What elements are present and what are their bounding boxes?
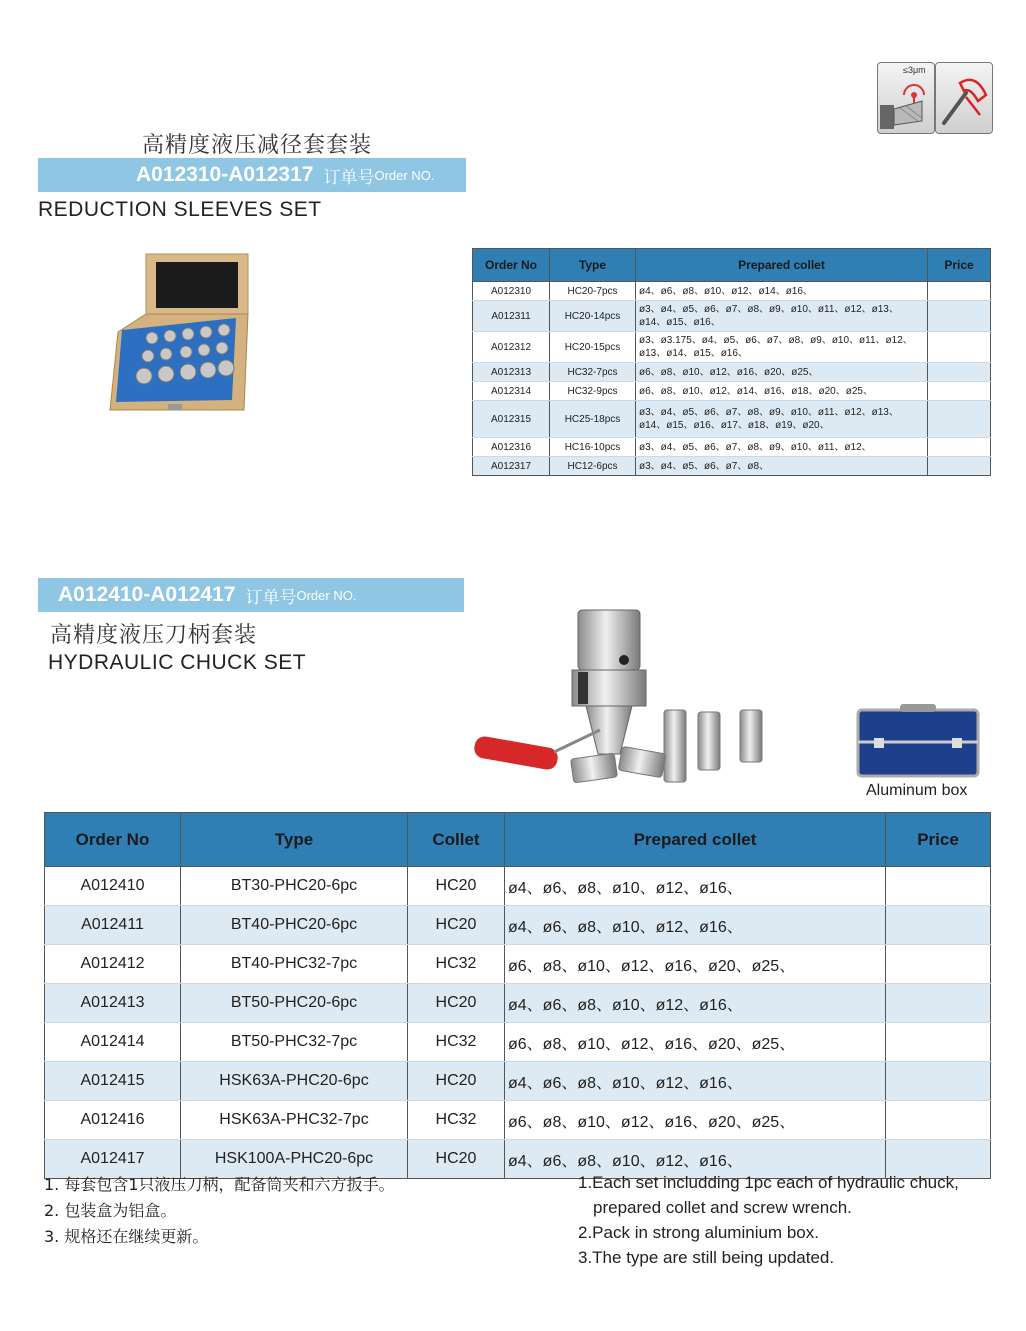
hydraulic-chuck-image bbox=[470, 604, 780, 795]
reduction-sleeves-table bbox=[472, 248, 991, 476]
cell-order: A012310 bbox=[473, 282, 550, 301]
cell-order: A012410 bbox=[45, 867, 181, 906]
table-row bbox=[45, 945, 991, 984]
cell-type: HC12-6pcs bbox=[550, 457, 636, 476]
hydraulic-chuck-table bbox=[44, 812, 991, 1179]
aluminum-box-caption: Aluminum box bbox=[866, 782, 968, 799]
cell-order: A012311 bbox=[473, 301, 550, 332]
cell-type: HC16-10pcs bbox=[550, 438, 636, 457]
cell-type: HC20-15pcs bbox=[550, 332, 636, 363]
cell-type: BT50-PHC20-6pc bbox=[181, 984, 408, 1023]
wrench-icon bbox=[935, 62, 993, 134]
cell-collet: HC32 bbox=[408, 1023, 505, 1062]
table-row bbox=[45, 867, 991, 906]
cell-order: A012411 bbox=[45, 906, 181, 945]
section2-order-label-en: Order NO. bbox=[296, 587, 357, 603]
cell-price bbox=[886, 1101, 991, 1140]
cell-collet: ø3、ø3.175、ø4、ø5、ø6、ø7、ø8、ø9、ø10、ø11、ø12、ø13、ø14、ø15、ø16、 bbox=[636, 332, 928, 363]
cell-collet: ø3、ø4、ø5、ø6、ø7、ø8、 bbox=[636, 457, 928, 476]
cell-collet: HC20 bbox=[408, 867, 505, 906]
section2-en-title: HYDRAULIC CHUCK SET bbox=[48, 651, 307, 674]
col-type: Type bbox=[550, 249, 636, 282]
col-prepared-collet: Prepared collet bbox=[505, 813, 886, 867]
cell-price bbox=[928, 301, 991, 332]
cell-price bbox=[886, 1062, 991, 1101]
cell-collet: ø3、ø4、ø5、ø6、ø7、ø8、ø9、ø10、ø11、ø12、 bbox=[636, 438, 928, 457]
note-cn-1: 1. 每套包含1只液压刀柄，配备筒夹和六方扳手。 bbox=[44, 1175, 395, 1194]
cell-prepared: ø4、ø6、ø8、ø10、ø12、ø16、 bbox=[505, 1140, 886, 1179]
cell-price bbox=[928, 401, 991, 438]
col-type: Type bbox=[181, 813, 408, 867]
cell-type: HC32-9pcs bbox=[550, 382, 636, 401]
cell-type: HC20-14pcs bbox=[550, 301, 636, 332]
cell-price bbox=[886, 867, 991, 906]
cell-type: HC20-7pcs bbox=[550, 282, 636, 301]
notes-chinese bbox=[44, 1172, 395, 1250]
cell-order: A012316 bbox=[473, 438, 550, 457]
cell-type: BT40-PHC32-7pc bbox=[181, 945, 408, 984]
table-row bbox=[473, 401, 991, 438]
cell-price bbox=[886, 906, 991, 945]
precision-label: ≤3μm bbox=[903, 65, 926, 75]
table-row bbox=[473, 301, 991, 332]
section1-en-title: REDUCTION SLEEVES SET bbox=[38, 198, 322, 221]
cell-collet: ø6、ø8、ø10、ø12、ø14、ø16、ø18、ø20、ø25、 bbox=[636, 382, 928, 401]
cell-price bbox=[928, 382, 991, 401]
cell-type: BT40-PHC20-6pc bbox=[181, 906, 408, 945]
cell-price bbox=[886, 984, 991, 1023]
cell-type: HC32-7pcs bbox=[550, 363, 636, 382]
table-row bbox=[45, 1062, 991, 1101]
cell-prepared: ø6、ø8、ø10、ø12、ø16、ø20、ø25、 bbox=[505, 945, 886, 984]
cell-order: A012315 bbox=[473, 401, 550, 438]
cell-collet: HC20 bbox=[408, 906, 505, 945]
note-en-3: 3.The type are still being updated. bbox=[578, 1248, 835, 1267]
cell-price bbox=[928, 457, 991, 476]
cell-order: A012415 bbox=[45, 1062, 181, 1101]
table-row bbox=[473, 282, 991, 301]
aluminum-box-image bbox=[856, 702, 980, 785]
section2-order-band bbox=[38, 578, 464, 612]
cell-collet: HC20 bbox=[408, 1140, 505, 1179]
cell-order: A012414 bbox=[45, 1023, 181, 1062]
cell-collet: HC32 bbox=[408, 1101, 505, 1140]
table-header-row bbox=[473, 249, 991, 282]
cell-order: A012317 bbox=[473, 457, 550, 476]
cell-prepared: ø4、ø6、ø8、ø10、ø12、ø16、 bbox=[505, 984, 886, 1023]
cell-prepared: ø4、ø6、ø8、ø10、ø12、ø16、 bbox=[505, 1062, 886, 1101]
cell-prepared: ø4、ø6、ø8、ø10、ø12、ø16、 bbox=[505, 906, 886, 945]
cell-type: BT50-PHC32-7pc bbox=[181, 1023, 408, 1062]
table-row bbox=[45, 1023, 991, 1062]
cell-order: A012416 bbox=[45, 1101, 181, 1140]
section1-order-label-cn: 订单号 bbox=[323, 167, 375, 188]
table-row bbox=[45, 1101, 991, 1140]
cell-type: HSK63A-PHC32-7pc bbox=[181, 1101, 408, 1140]
table-row bbox=[45, 984, 991, 1023]
cell-collet: HC20 bbox=[408, 1062, 505, 1101]
cell-order: A012313 bbox=[473, 363, 550, 382]
cell-type: HSK63A-PHC20-6pc bbox=[181, 1062, 408, 1101]
note-cn-2: 2. 包装盒为铝盒。 bbox=[44, 1201, 177, 1220]
cell-price bbox=[928, 332, 991, 363]
table-row bbox=[45, 906, 991, 945]
note-en-1a: 1.Each set includding 1pc each of hydraulic chuck, bbox=[578, 1173, 959, 1192]
cell-prepared: ø4、ø6、ø8、ø10、ø12、ø16、 bbox=[505, 867, 886, 906]
section2-order-label-cn: 订单号 bbox=[245, 587, 297, 608]
cell-price bbox=[928, 363, 991, 382]
cell-type: HC25-18pcs bbox=[550, 401, 636, 438]
section1-order-range: A012310-A012317 bbox=[136, 163, 314, 186]
col-order-no: Order No bbox=[473, 249, 550, 282]
table-header-row bbox=[45, 813, 991, 867]
cell-prepared: ø6、ø8、ø10、ø12、ø16、ø20、ø25、 bbox=[505, 1023, 886, 1062]
section2-cn-title: 高精度液压刀柄套装 bbox=[50, 623, 258, 648]
cell-collet: ø3、ø4、ø5、ø6、ø7、ø8、ø9、ø10、ø11、ø12、ø13、ø14、ø15、ø16、 bbox=[636, 301, 928, 332]
section1-cn-title: 高精度液压减径套套装 bbox=[142, 133, 373, 158]
table-row bbox=[473, 382, 991, 401]
cell-collet: ø4、ø6、ø8、ø10、ø12、ø14、ø16、 bbox=[636, 282, 928, 301]
note-cn-3: 3. 规格还在继续更新。 bbox=[44, 1227, 209, 1246]
table-row bbox=[473, 457, 991, 476]
note-en-2: 2.Pack in strong aluminium box. bbox=[578, 1223, 819, 1242]
table-row bbox=[473, 438, 991, 457]
col-collet: Collet bbox=[408, 813, 505, 867]
table-row bbox=[473, 332, 991, 363]
section1-order-band bbox=[38, 158, 466, 192]
section2-order-range: A012410-A012417 bbox=[58, 583, 236, 606]
cell-price bbox=[886, 1023, 991, 1062]
col-order-no: Order No bbox=[45, 813, 181, 867]
cell-order: A012314 bbox=[473, 382, 550, 401]
cell-collet: HC32 bbox=[408, 945, 505, 984]
table-row bbox=[473, 363, 991, 382]
col-prepared-collet: Prepared collet bbox=[636, 249, 928, 282]
col-price: Price bbox=[928, 249, 991, 282]
cell-collet: ø6、ø8、ø10、ø12、ø16、ø20、ø25、 bbox=[636, 363, 928, 382]
cell-order: A012417 bbox=[45, 1140, 181, 1179]
cell-price bbox=[928, 438, 991, 457]
cell-collet: HC20 bbox=[408, 984, 505, 1023]
cell-prepared: ø6、ø8、ø10、ø12、ø16、ø20、ø25、 bbox=[505, 1101, 886, 1140]
cell-type: HSK100A-PHC20-6pc bbox=[181, 1140, 408, 1179]
cell-type: BT30-PHC20-6pc bbox=[181, 867, 408, 906]
cell-price bbox=[928, 282, 991, 301]
section1-order-label-en: Order NO. bbox=[374, 167, 435, 183]
cell-collet: ø3、ø4、ø5、ø6、ø7、ø8、ø9、ø10、ø11、ø12、ø13、ø14、ø15、ø16、ø17、ø18、ø19、ø20、 bbox=[636, 401, 928, 438]
notes-english bbox=[578, 1170, 959, 1270]
col-price: Price bbox=[886, 813, 991, 867]
cell-order: A012412 bbox=[45, 945, 181, 984]
cell-order: A012413 bbox=[45, 984, 181, 1023]
cell-price bbox=[886, 945, 991, 984]
cell-order: A012312 bbox=[473, 332, 550, 363]
wooden-box-image bbox=[108, 252, 250, 417]
note-en-1b: prepared collet and screw wrench. bbox=[593, 1198, 852, 1217]
